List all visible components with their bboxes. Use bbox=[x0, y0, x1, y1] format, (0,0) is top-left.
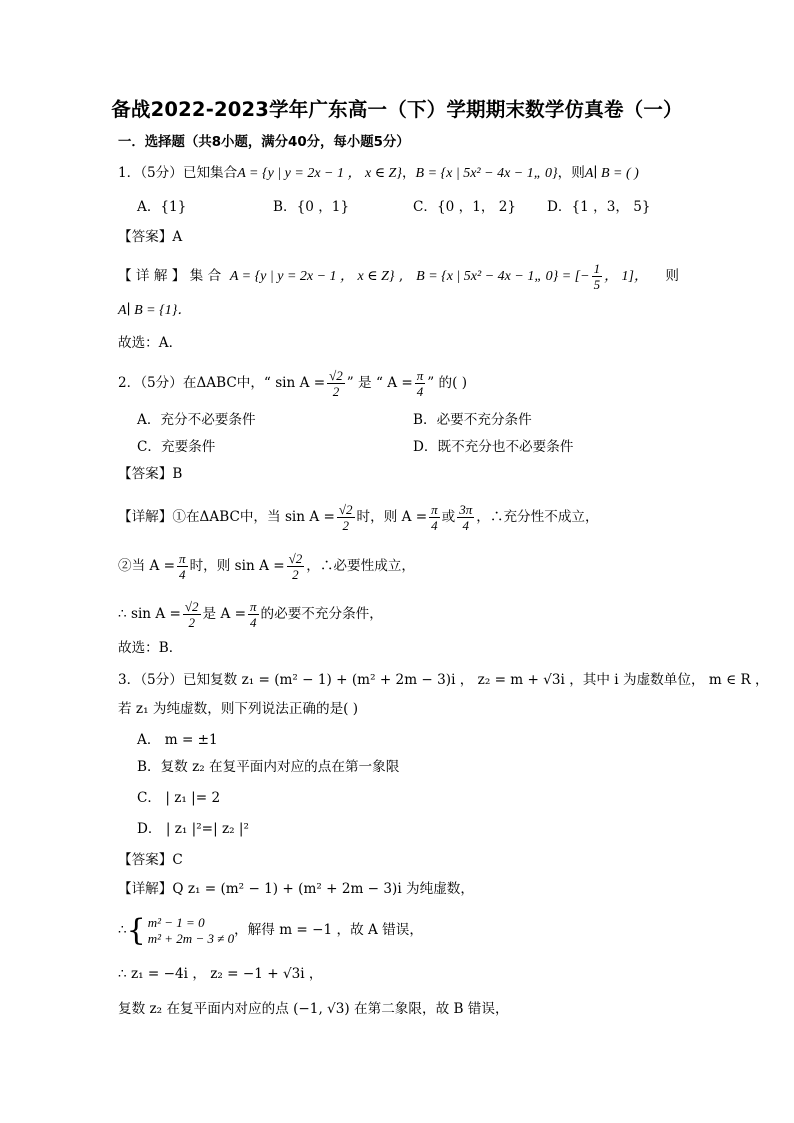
section-heading: 一．选择题（共8小题，满分40分，每小题5分） bbox=[118, 135, 410, 150]
q2-d2-c: ，∴必要性成立， bbox=[306, 558, 415, 574]
q2-frac-sqrt2-num: √2 bbox=[329, 368, 343, 383]
q3-answer: 【答案】C bbox=[118, 852, 183, 868]
question-2-stem bbox=[118, 369, 467, 398]
left-brace-icon: { bbox=[126, 912, 146, 948]
q1-detail-label: 【 详 解 】 集 合 bbox=[118, 268, 222, 284]
q2-stem-end: ” 的( ) bbox=[427, 375, 468, 391]
q1-option-a: A．{1} bbox=[137, 199, 187, 215]
q2-d2-b: 时，则 sin A = bbox=[189, 558, 285, 574]
q1-detail-set-a: A = {y | y = 2x − 1 ， x ∈ Z} bbox=[229, 269, 395, 284]
q1-frac-den: 5 bbox=[593, 277, 601, 292]
q1-fraction bbox=[592, 262, 603, 291]
q2-frac-pi4 bbox=[415, 369, 426, 398]
question-3-stem-line1: 3．（5分）已知复数 z₁ = (m² − 1) + (m² + 2m − 3)i ， z₂ = m + √3i ，其中 i 为虚数单位， m ∈ R ， bbox=[118, 672, 769, 688]
q2-frac-sqrt2 bbox=[327, 369, 345, 398]
q2-d1-a: 【详解】①在ΔABC中，当 sin A = bbox=[118, 509, 335, 525]
q2-d1-frac-sqrt2-num: √2 bbox=[338, 502, 353, 517]
q3-detail-line2 bbox=[118, 912, 423, 948]
q2-d3-b: 是 A = bbox=[202, 606, 246, 622]
q1-option-c: C．{0 ，1， 2} bbox=[413, 199, 517, 215]
q2-d3-a: ∴ sin A = bbox=[118, 606, 181, 622]
q2-d2-frac-sqrt2-den: 2 bbox=[292, 567, 299, 582]
q1-frac-num: 1 bbox=[593, 261, 601, 276]
q3-option-d: D． | z₁ |²=| z₂ |² bbox=[137, 821, 249, 837]
q3-sys-eq2: m² + 2m − 3 ≠ 0 bbox=[147, 930, 235, 946]
q3-d2-suffix: ，解得 m = −1 ，故 A 错误， bbox=[234, 922, 423, 938]
q2-d2-a: ②当 A = bbox=[118, 558, 176, 574]
q2-d1-b: 时，则 A = bbox=[356, 509, 428, 525]
q2-d1-frac-pi4 bbox=[429, 503, 440, 532]
q3-sys-eq1: m² − 1 = 0 bbox=[147, 914, 205, 930]
q1-comma: ， bbox=[401, 165, 416, 181]
q2-d3-c: 的必要不充分条件， bbox=[260, 606, 383, 622]
q2-d3-frac-sqrt2 bbox=[183, 600, 201, 629]
q1-detail-then: 则 bbox=[665, 268, 679, 284]
q3-option-c: C． | z₁ |= 2 bbox=[137, 790, 221, 806]
q1-stem-a: 1．（5分）已知集合 bbox=[118, 165, 238, 181]
q1-detail-line2: A∣ B = {1}． bbox=[118, 303, 192, 318]
q1-detail-line1: 【 详 解 】 集 合 A = {y | y = 2x − 1 ， x ∈ Z} , B = {x | 5x² − 4x − 1„ 0} = [− $\frac{1}{5}$ ， 1]， 则 bbox=[118, 261, 679, 292]
page-title: 备战2022-2023学年广东高一（下）学期期末数学仿真卷（一） bbox=[111, 98, 683, 121]
q1-expr: A∣ B = ( ) bbox=[584, 166, 639, 181]
q1-detail-interval-end: ， 1]， bbox=[604, 269, 649, 284]
q2-d3-frac-pi4-num: π bbox=[250, 599, 257, 614]
q2-d2-frac-pi4-num: π bbox=[179, 551, 186, 566]
q2-d1-c: 或 bbox=[441, 509, 456, 525]
q2-stem-mid: ” 是 “ A = bbox=[346, 375, 413, 391]
q1-answer: 【答案】A bbox=[118, 229, 183, 245]
q1-option-b: B．{0 ，1} bbox=[273, 199, 350, 215]
q2-detail-line2 bbox=[118, 552, 415, 581]
q2-d2-frac-pi4-den: 4 bbox=[179, 567, 186, 582]
q2-d1-frac-3pi4-den: 4 bbox=[462, 518, 470, 533]
q2-d3-frac-sqrt2-den: 2 bbox=[188, 615, 195, 630]
q3-option-a: A． m = ±1 bbox=[137, 732, 218, 748]
q1-set-b: B = {x | 5x² − 4x − 1„ 0} bbox=[415, 166, 558, 181]
q2-detail-line3 bbox=[118, 600, 383, 629]
q2-d3-frac-sqrt2-num: √2 bbox=[184, 599, 199, 614]
q3-detail-line4: 复数 z₂ 在复平面内对应的点 (−1, √3) 在第二象限，故 B 错误， bbox=[118, 1001, 509, 1017]
q2-frac-pi4-num: π bbox=[416, 368, 424, 383]
q2-d3-frac-pi4-den: 4 bbox=[250, 615, 257, 630]
q3-option-b: B．复数 z₂ 在复平面内对应的点在第一象限 bbox=[137, 759, 400, 775]
q2-d1-frac-3pi4-num: 3π bbox=[459, 502, 473, 517]
q2-d2-frac-sqrt2-num: √2 bbox=[288, 551, 303, 566]
q2-conclusion: 故选：B． bbox=[118, 640, 183, 656]
q3-detail-line3: ∴ z₁ = −4i ， z₂ = −1 + √3i ， bbox=[118, 966, 323, 982]
q2-option-d: D．既不充分也不必要条件 bbox=[413, 439, 574, 455]
q2-frac-pi4-den: 4 bbox=[416, 384, 424, 399]
q2-d1-d: ，∴充分性不成立， bbox=[476, 509, 599, 525]
q2-d1-frac-pi4-num: π bbox=[431, 502, 438, 517]
question-1-stem bbox=[118, 163, 639, 184]
q2-option-a: A．充分不必要条件 bbox=[137, 412, 256, 428]
question-3-stem-line2: 若 z₁ 为纯虚数，则下列说法正确的是( ) bbox=[118, 701, 359, 717]
q2-d1-frac-sqrt2-den: 2 bbox=[342, 518, 349, 533]
q2-d3-frac-pi4 bbox=[248, 600, 259, 629]
q2-d1-frac-pi4-den: 4 bbox=[431, 518, 438, 533]
q1-stem-b: ，则 bbox=[557, 165, 585, 181]
q1-option-d: D．{1 ，3， 5} bbox=[547, 199, 651, 215]
q2-stem: 2．（5分）在ΔABC中，“ sin A = bbox=[118, 375, 326, 391]
q2-d1-frac-3pi4 bbox=[457, 503, 474, 532]
q2-d2-frac-sqrt2 bbox=[287, 552, 305, 581]
q2-option-b: B．必要不充分条件 bbox=[413, 412, 532, 428]
q2-option-c: C．充要条件 bbox=[137, 439, 216, 455]
q3-d2-prefix: ∴ bbox=[118, 922, 127, 938]
q3-detail-line1: 【详解】Q z₁ = (m² − 1) + (m² + 2m − 3)i 为纯虚数， bbox=[118, 881, 474, 897]
q2-frac-sqrt2-den: 2 bbox=[332, 384, 340, 399]
q2-d1-frac-sqrt2 bbox=[337, 503, 355, 532]
q1-set-a: A = {y | y = 2x − 1 ， x ∈ Z} bbox=[237, 166, 402, 181]
q1-conclusion: 故选：A． bbox=[118, 335, 183, 351]
q1-detail-set-b: B = {x | 5x² − 4x − 1„ 0} = [− bbox=[416, 269, 590, 284]
q3-equation-system bbox=[148, 915, 234, 947]
q2-detail-line1 bbox=[118, 503, 599, 532]
q2-d2-frac-pi4 bbox=[177, 552, 188, 581]
q2-answer: 【答案】B bbox=[118, 466, 183, 482]
